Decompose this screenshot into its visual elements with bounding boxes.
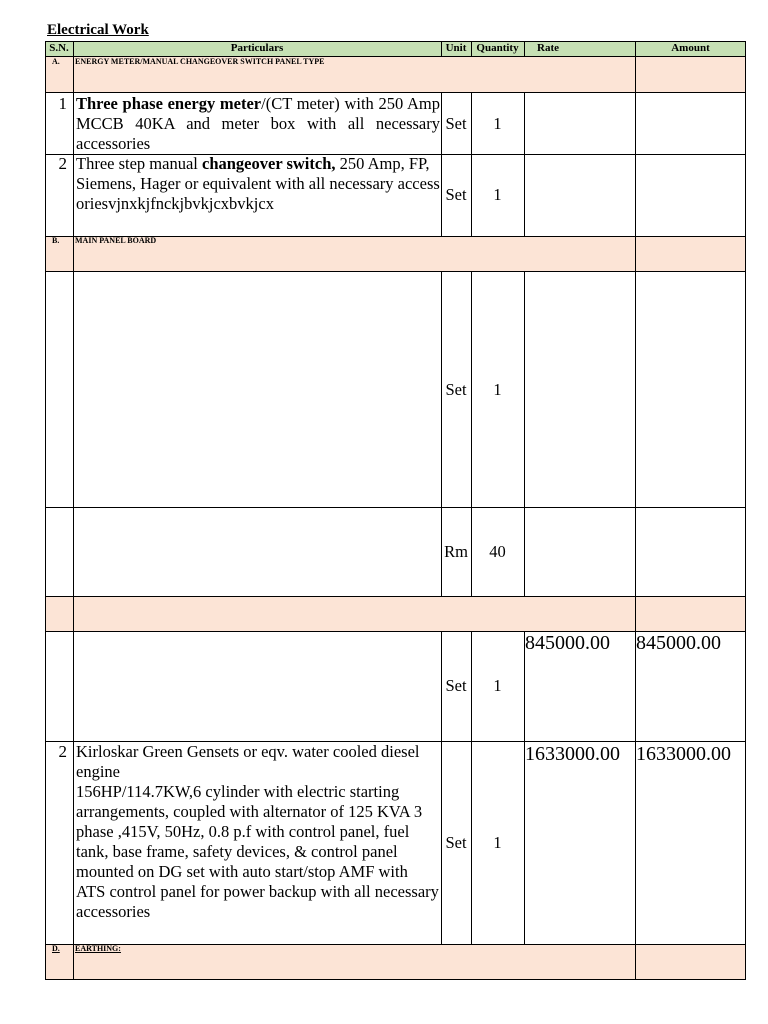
row-c2-sn: 2: [58, 742, 67, 761]
row-c1-amount: 845000.00: [636, 632, 721, 654]
grid-line: [441, 41, 442, 56]
section-a-letter: A.: [52, 57, 60, 66]
section-b-letter: B.: [52, 236, 60, 245]
grid-line: [635, 41, 636, 980]
grid-line: [45, 979, 746, 980]
section-c-band: [45, 597, 746, 632]
row-a1-particulars: [76, 94, 440, 154]
row-b2-unit: Rm: [444, 542, 468, 561]
row-a2-text-post: 250 Amp, FP,: [335, 154, 430, 173]
header-amount: Amount: [671, 42, 710, 54]
section-a-title: ENERGY METER/MANUAL CHANGEOVER SWITCH PANEL TYPE: [75, 57, 325, 66]
row-c1-qty: 1: [493, 676, 502, 695]
row-b1-unit: Set: [445, 380, 467, 399]
header-unit: Unit: [445, 42, 467, 54]
grid-line: [45, 41, 746, 42]
row-c1-unit: Set: [445, 676, 467, 695]
header-quantity: Quantity: [476, 42, 519, 54]
grid-line: [524, 271, 525, 597]
row-c2-line3: arrangements, coupled with alternator of 125 KVA 3 phase ,415V, 50Hz, 0.8 p.f with control panel, fuel tank, base frame, safety devices, & control panel mounted on DG set with auto start/stop AMF with ATS control panel for power backup with all necessary accessories: [76, 802, 439, 921]
section-d-letter: D.: [52, 944, 60, 953]
row-c2-amount: 1633000.00: [636, 743, 731, 765]
page-title: Electrical Work: [47, 22, 149, 38]
row-a2-bold: changeover switch,: [202, 154, 336, 173]
row-a2-sn: 2: [58, 154, 67, 173]
row-c2-rate: 1633000.00: [525, 743, 620, 765]
row-c2-qty: 1: [493, 833, 502, 852]
grid-line: [45, 271, 746, 272]
row-a1-bold: Three phase energy meter: [76, 94, 262, 113]
row-b2-qty: 40: [489, 542, 506, 561]
row-a2-particulars: [76, 154, 440, 214]
row-a2-qty: 1: [493, 185, 502, 204]
header-rate: Rate: [537, 42, 559, 54]
grid-line: [45, 92, 746, 93]
grid-line: [524, 92, 525, 237]
row-c2-line2: 156HP/114.7KW,6 cylinder with electric starting: [76, 782, 400, 801]
section-d-band: [45, 944, 746, 979]
header-sn: S.N.: [49, 42, 69, 54]
grid-line: [45, 507, 746, 508]
row-a2-unit: Set: [445, 185, 467, 204]
row-a2-line2: Siemens, Hager or equivalent with all necessary accessoriesvjnxkjfnckjbvkjcxbvkjcx: [76, 174, 440, 213]
grid-line: [45, 944, 746, 945]
grid-line: [524, 631, 525, 945]
grid-line: [45, 596, 746, 597]
row-a1-sn: 1: [58, 94, 67, 113]
row-c1-rate: 845000.00: [525, 632, 610, 654]
row-a1-text: /(CT meter) with 250 Amp MCCB 40KA and meter box with all necessary accessories: [76, 94, 441, 153]
grid-line: [745, 41, 746, 980]
row-c2-unit: Set: [445, 833, 467, 852]
row-a1-unit: Set: [445, 114, 467, 133]
section-b-title: MAIN PANEL BOARD: [75, 236, 157, 245]
row-a2-text-pre: Three step manual: [76, 154, 202, 173]
section-d-title: EARTHING:: [75, 944, 121, 953]
row-a1-qty: 1: [493, 114, 502, 133]
grid-line: [524, 41, 525, 56]
header-particulars: Particulars: [230, 42, 284, 54]
row-c2-line1: Kirloskar Green Gensets or eqv. water cooled diesel engine: [76, 742, 420, 781]
grid-line: [45, 41, 46, 980]
row-c2-particulars: [76, 742, 440, 922]
grid-line: [471, 41, 472, 56]
row-b1-qty: 1: [493, 380, 502, 399]
grid-line: [73, 41, 74, 980]
